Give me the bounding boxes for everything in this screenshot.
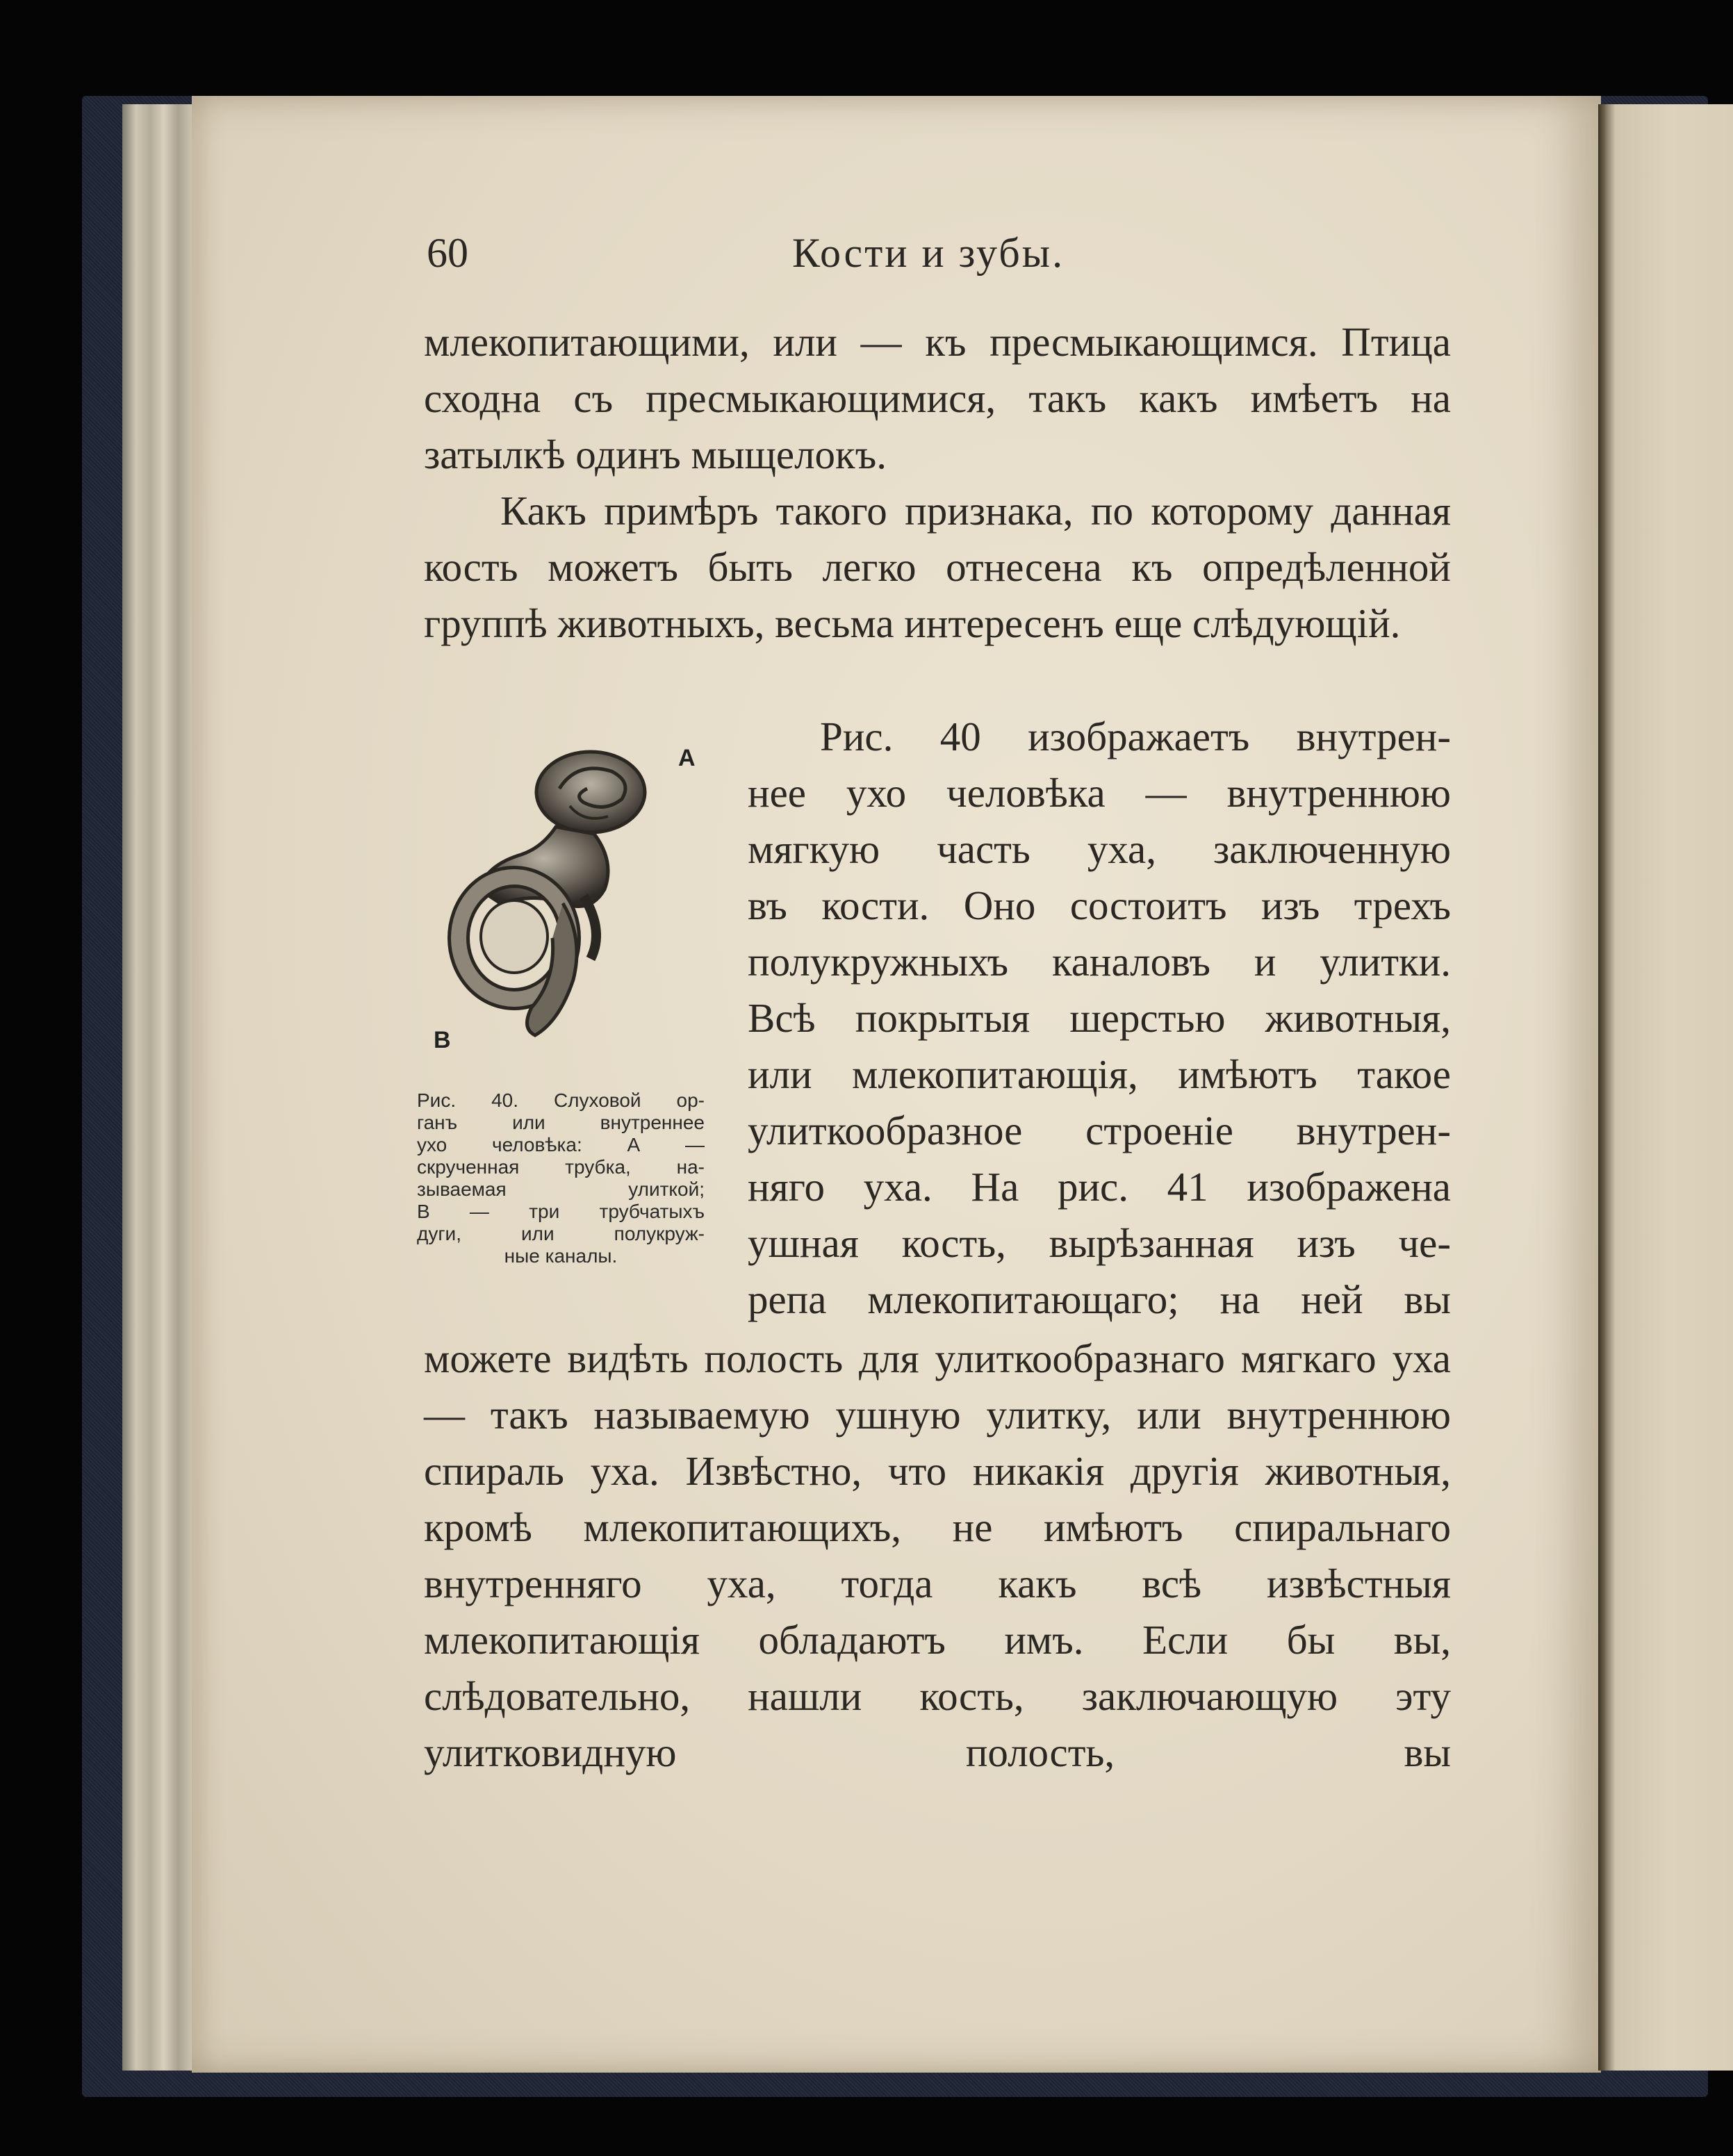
text-line: или млекопитающія, имѣютъ такое [748,1051,1451,1097]
text-line: Рис. 40 изображаетъ внутрен- [820,714,1451,759]
text-line: мягкую часть уха, заключенную [748,826,1451,872]
caption-line: скрученная трубка, на- [417,1156,705,1178]
caption-line: дуги, или полукруж- [417,1223,705,1244]
text-line: Всѣ покрытыя шерстью животныя, [748,995,1451,1041]
text-line: полукружныхъ каналовъ и улитки. [748,939,1451,985]
page-number: 60 [427,230,468,276]
paragraph-2: Какъ примѣръ такого признака, по которому данная кость можетъ быть легко отнесена къ опредѣленной группѣ животныхъ, весьма интересенъ еще слѣдующій. [424,488,1451,646]
text-line: въ кости. Оно состоитъ изъ трехъ [748,882,1451,928]
paragraph-1: млекопитающими, или — къ пресмыкающимся. Птица сходна съ пресмыкающимися, такъ какъ имѣетъ на затылкѣ одинъ мыщелокъ. [424,319,1451,477]
figure-caption [417,1089,705,1267]
caption-line: ганъ или внутреннее [417,1112,705,1133]
label-b: B [434,1027,451,1053]
caption-line: Рис. 40. Слуховой ор- [417,1089,705,1111]
caption-line: зываемая улиткой; [417,1178,705,1200]
cochlea-shape [536,752,645,832]
caption-line: ухо человѣка: А — [417,1134,705,1155]
caption-line: ные каналы. [504,1245,618,1267]
inner-ear-illustration [417,730,716,1077]
text-line: няго уха. На рис. 41 изображена [748,1164,1451,1210]
running-title: Кости и зубы. [792,230,1065,276]
text-line: репа млекопитающаго; на ней вы [748,1276,1451,1322]
label-a: A [678,745,696,771]
text-line: улиткообразное строеніе внутрен- [748,1108,1451,1153]
paragraph-3-continued: можете видѣть полость для улиткообразнаго мягкаго уха — такъ называемую ушную улитку, или внутреннюю спираль уха. Извѣстно, что никакія другія животныя, кромѣ млекопитающихъ, не имѣютъ спиральнаго внутренняго уха, тогда какъ всѣ извѣстныя млекопитающія обладаютъ имъ. Если бы вы, слѣдовательно, нашли кость, заключающую эту улитковидную полость, вы [424,1335,1451,1775]
caption-line: В — три трубчатыхъ [417,1201,705,1222]
text-line: нее ухо человѣка — внутреннюю [748,770,1451,816]
text-line: ушная кость, вырѣзанная изъ че- [748,1220,1451,1266]
page-edges [122,104,192,2071]
facing-page [1605,104,1733,2071]
